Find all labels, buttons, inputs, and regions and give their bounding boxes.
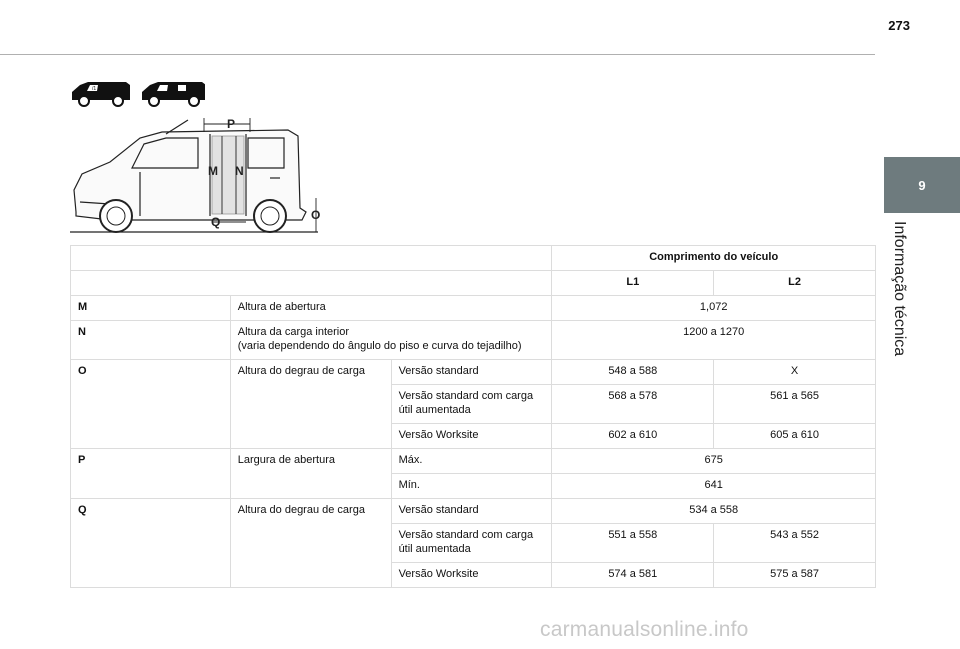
van-short-icon	[72, 82, 130, 106]
row-variant: Versão standard	[391, 360, 552, 385]
table-row	[71, 321, 876, 360]
chapter-number: 9	[918, 177, 926, 193]
value-l2: 561 a 565	[714, 385, 876, 424]
description-line: Altura da carga interior	[237, 326, 350, 338]
page-number: 273	[888, 18, 910, 33]
table-row	[71, 360, 876, 385]
value-l2: 543 a 552	[714, 524, 876, 563]
table-cell-empty	[71, 271, 552, 296]
variant-line: útil aumentada	[398, 543, 471, 555]
table-row	[71, 271, 876, 296]
row-description: Altura do degrau de carga	[230, 360, 391, 449]
chapter-title	[888, 221, 912, 361]
chapter-tab[interactable]	[884, 157, 960, 213]
vehicle-length-header: Comprimento do veículo	[552, 246, 876, 271]
variant-line: útil aumentada	[398, 404, 471, 416]
row-code: P	[71, 449, 231, 499]
value-l1: 548 a 588	[552, 360, 714, 385]
variant-line: Versão standard com carga	[398, 390, 534, 402]
row-variant: Máx.	[391, 449, 552, 474]
row-description	[230, 321, 552, 360]
value-l2: 575 a 587	[714, 563, 876, 588]
vehicle-icons	[70, 80, 205, 108]
header-rule	[0, 54, 875, 55]
row-variant: Versão Worksite	[391, 563, 552, 588]
value-l1: 568 a 578	[552, 385, 714, 424]
row-variant: Versão standard	[391, 499, 552, 524]
dimensions-table	[70, 245, 876, 588]
row-description: Altura do degrau de carga	[230, 499, 391, 588]
value-l2: X	[714, 360, 876, 385]
vehicle-dimension-diagram	[70, 112, 332, 238]
row-variant	[391, 524, 552, 563]
van-long-icon	[142, 82, 205, 106]
table-cell-empty	[71, 246, 552, 271]
row-value: 675	[552, 449, 876, 474]
table-row	[71, 296, 876, 321]
label-n: N	[235, 164, 244, 178]
row-description: Largura de abertura	[230, 449, 391, 499]
row-code: Q	[71, 499, 231, 588]
row-code: N	[71, 321, 231, 360]
label-m: M	[208, 164, 218, 178]
col-header-l1: L1	[552, 271, 714, 296]
row-code: O	[71, 360, 231, 449]
row-value: 1,072	[552, 296, 876, 321]
label-p: P	[227, 117, 236, 131]
row-variant: Versão Worksite	[391, 424, 552, 449]
row-value: 641	[552, 474, 876, 499]
description-line: (varia dependendo do ângulo do piso e curva do tejadilho)	[237, 340, 522, 352]
row-value: 1200 a 1270	[552, 321, 876, 360]
table-row	[71, 449, 876, 474]
row-variant: Mín.	[391, 474, 552, 499]
watermark: carmanualsonline.info	[540, 618, 749, 641]
value-l1: 602 a 610	[552, 424, 714, 449]
svg-text:/1: /1	[92, 86, 97, 92]
row-value: 534 a 558	[552, 499, 876, 524]
row-description: Altura de abertura	[230, 296, 552, 321]
value-l1: 574 a 581	[552, 563, 714, 588]
table-row	[71, 499, 876, 524]
value-l2: 605 a 610	[714, 424, 876, 449]
variant-line: Versão standard com carga	[398, 529, 534, 541]
label-o: O	[311, 208, 321, 222]
table-row	[71, 246, 876, 271]
chapter-title-text: Informação técnica	[891, 221, 908, 357]
col-header-l2: L2	[714, 271, 876, 296]
value-l1: 551 a 558	[552, 524, 714, 563]
label-q: Q	[211, 215, 221, 229]
row-variant	[391, 385, 552, 424]
row-code: M	[71, 296, 231, 321]
